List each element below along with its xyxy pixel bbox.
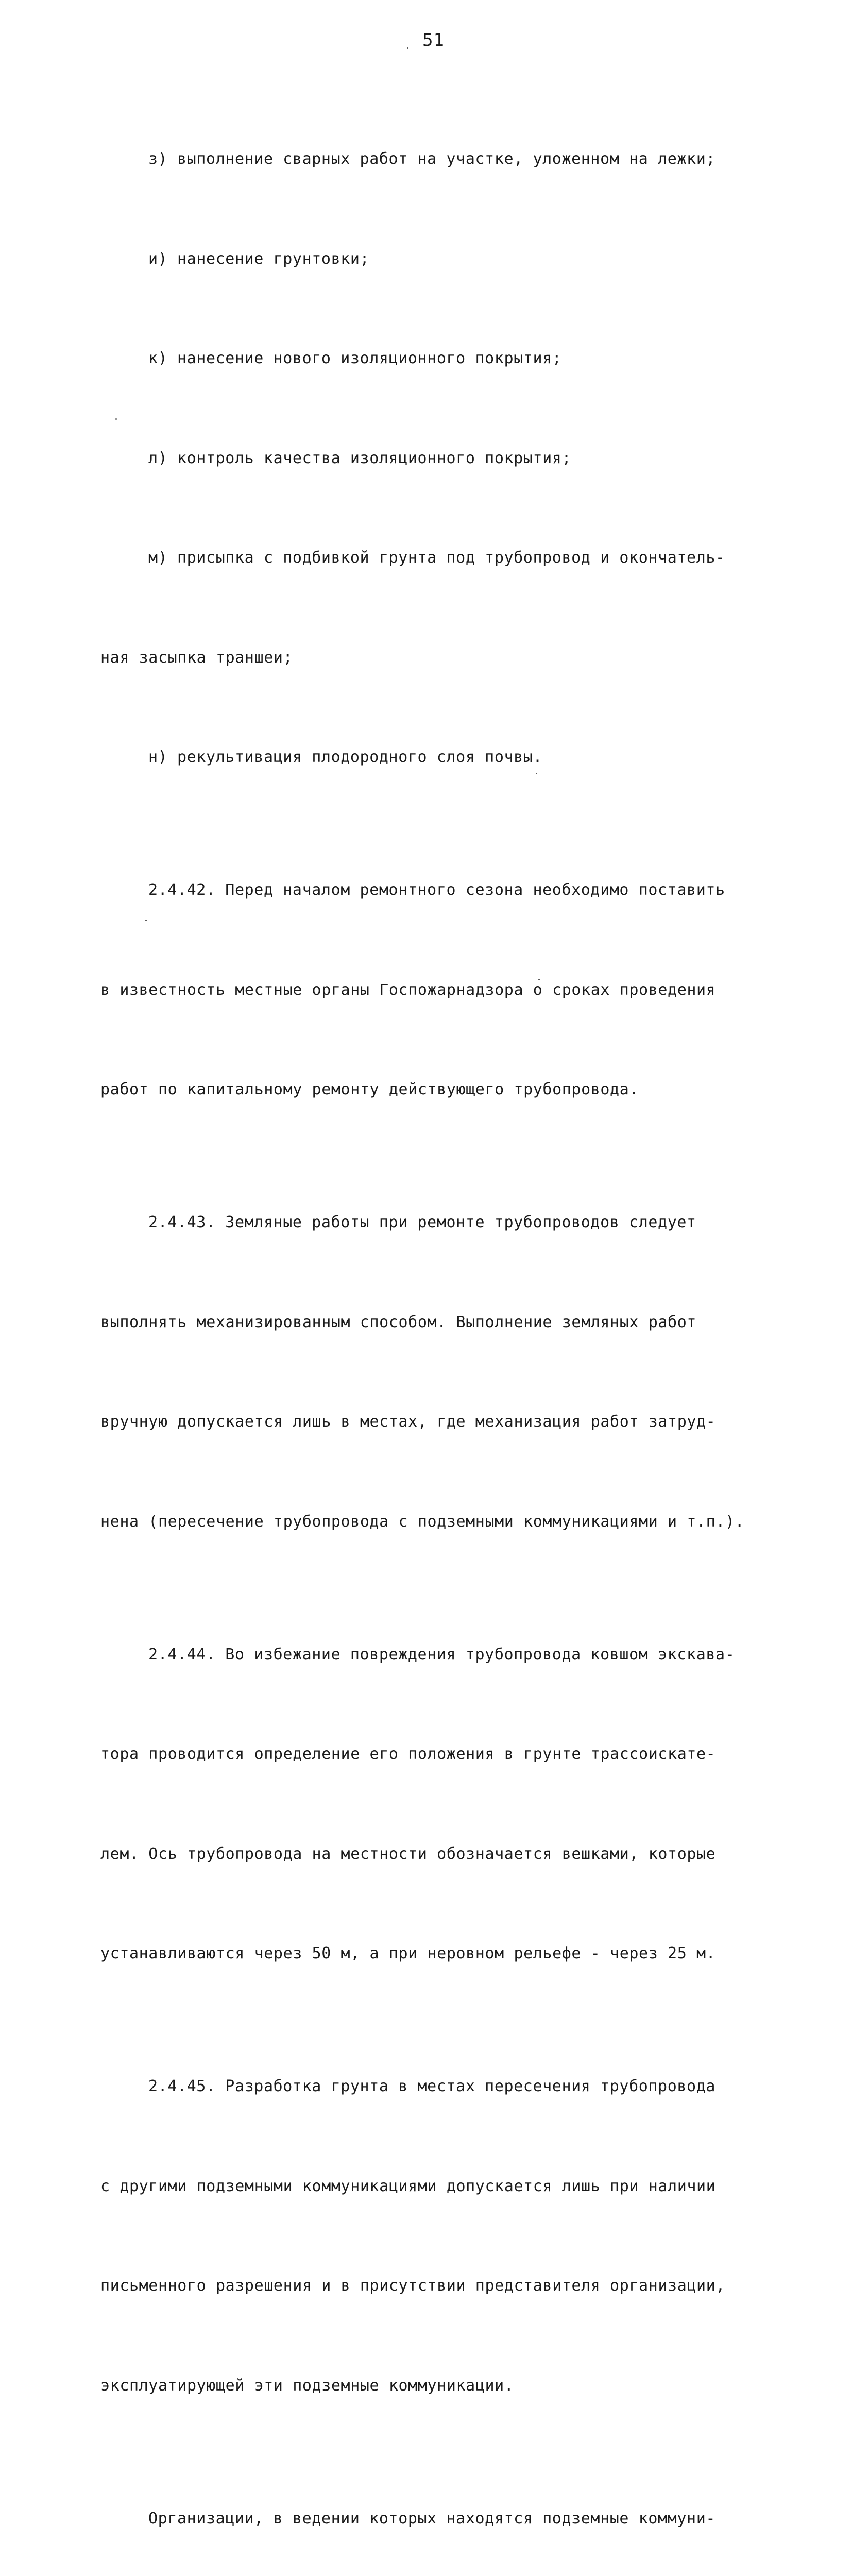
- list-item-n: н) рекультивация плодородного слоя почвы.: [148, 748, 543, 766]
- paragraph-2-4-45-line: с другими подземными коммуникациями допускается лишь при наличии: [100, 2177, 716, 2195]
- paragraph-2-4-44-line: устанавливаются через 50 м, а при неровном рельефе - через 25 м.: [100, 1944, 716, 1962]
- list-item-l: л) контроль качества изоляционного покрытия;: [148, 449, 572, 467]
- list-item-m-continuation: ная засыпка траншеи;: [100, 648, 293, 667]
- paragraph-2-4-43-line: вручную допускается лишь в местах, где механизация работ затруд-: [100, 1413, 716, 1431]
- paragraph-2-4-42-line: работ по капитальному ремонту действующего трубопровода.: [100, 1080, 639, 1098]
- scan-speck: [536, 773, 537, 774]
- paragraph-2-4-45-line: 2.4.45. Разработка грунта в местах пересечения трубопровода: [148, 2077, 716, 2095]
- paragraph-2-4-44-line: тора проводится определение его положения в грунте трассоискате-: [100, 1745, 716, 1763]
- scan-speck: [538, 979, 540, 980]
- scan-speck: [407, 47, 408, 49]
- list-item-k: к) нанесение нового изоляционного покрытия;: [148, 349, 562, 367]
- scan-speck: [115, 418, 117, 420]
- paragraph-2-4-43-line: нена (пересечение трубопровода с подземными коммуникациями и т.п.).: [100, 1512, 745, 1531]
- paragraph-2-4-42-line: 2.4.42. Перед началом ремонтного сезона необходимо поставить: [148, 881, 725, 899]
- paragraph-organizations-line: Организации, в ведении которых находятся подземные коммуни-: [148, 2509, 716, 2528]
- paragraph-2-4-43-line: 2.4.43. Земляные работы при ремонте трубопроводов следует: [148, 1213, 696, 1231]
- paragraph-2-4-45-line: эксплуатирующей эти подземные коммуникации.: [100, 2376, 514, 2395]
- page-number: 51: [422, 30, 445, 50]
- paragraph-2-4-43-line: выполнять механизированным способом. Выполнение земляных работ: [100, 1313, 697, 1331]
- paragraph-2-4-44-line: лем. Ось трубопровода на местности обозначается вешками, которые: [100, 1844, 716, 1863]
- list-item-z: з) выполнение сварных работ на участке, уложенном на лежки;: [148, 150, 716, 168]
- list-item-i: и) нанесение грунтовки;: [148, 249, 370, 268]
- paragraph-2-4-45-line: письменного разрешения и в присутствии представителя организации,: [100, 2277, 725, 2295]
- scan-speck: [145, 920, 147, 921]
- document-body: [100, 76, 791, 2576]
- paragraph-2-4-42-line: в известность местные органы Госпожарнадзора о сроках проведения: [100, 980, 716, 999]
- paragraph-2-4-44-line: 2.4.44. Во избежание повреждения трубопровода ковшом экскава-: [148, 1645, 735, 1664]
- list-item-m: м) присыпка с подбивкой грунта под трубопровод и окончатель-: [148, 549, 725, 567]
